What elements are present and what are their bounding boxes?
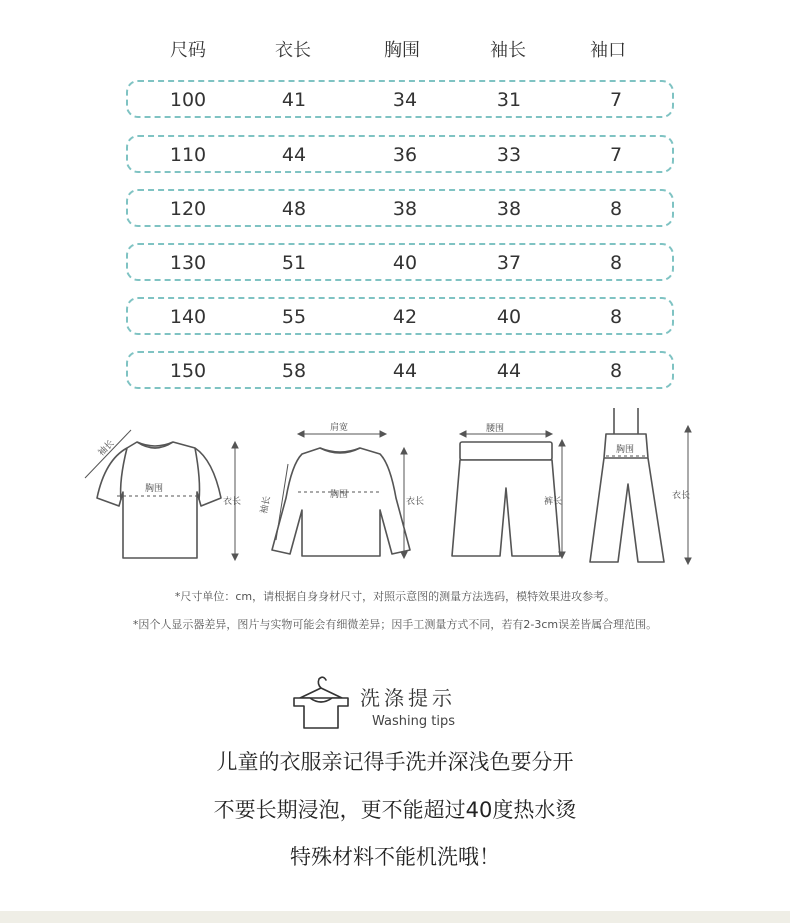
hanger-shirt-icon: [290, 672, 352, 736]
cell-cuff: 8: [609, 198, 623, 220]
cell-size: 100: [169, 89, 207, 111]
cell-sleeve: 37: [496, 252, 522, 274]
cell-sleeve: 31: [496, 89, 522, 111]
overalls-chest-label: 胸围: [616, 445, 635, 455]
sweater-sleeve-label: 袖长: [259, 495, 273, 515]
header-sleeve-length: 袖长: [490, 40, 526, 61]
cell-length: 48: [281, 198, 307, 220]
table-row: [126, 135, 674, 173]
sweater-shoulder-label: 肩宽: [330, 423, 349, 433]
size-table-header: [0, 36, 790, 66]
table-row: [126, 189, 674, 227]
washing-tip: 儿童的衣服亲记得手洗并深浅色要分开: [216, 750, 574, 774]
table-row: [126, 80, 674, 118]
sweater-length-label: 衣长: [406, 497, 425, 507]
tshirt-diagram: [75, 420, 250, 570]
cell-sleeve: 40: [496, 306, 522, 328]
cell-size: 140: [169, 306, 207, 328]
cell-length: 55: [281, 306, 307, 328]
cell-cuff: 7: [609, 144, 623, 166]
tshirt-sleeve-label: 袖长: [96, 438, 117, 459]
tshirt-chest-label: 胸围: [145, 484, 164, 494]
header-chest: 胸围: [384, 40, 420, 61]
shorts-waist-label: 腰围: [486, 424, 505, 434]
measurement-note: *尺寸单位：cm，请根据自身身材尺寸，对照示意图的测量方法选码，模特效果进攻参考。: [174, 590, 616, 603]
table-row: [126, 243, 674, 281]
footer-band: [0, 911, 790, 923]
cell-chest: 34: [392, 89, 418, 111]
cell-size: 150: [169, 360, 207, 382]
shorts-length-label: 裤长: [544, 497, 563, 507]
cell-cuff: 8: [609, 252, 623, 274]
cell-cuff: 8: [609, 360, 623, 382]
cell-size: 110: [169, 144, 207, 166]
cell-length: 44: [281, 144, 307, 166]
cell-chest: 40: [392, 252, 418, 274]
sweater-chest-label: 胸围: [330, 490, 349, 500]
tshirt-length-label: 衣长: [223, 497, 242, 507]
cell-cuff: 7: [609, 89, 623, 111]
overalls-diagram: [584, 404, 704, 566]
cell-length: 58: [281, 360, 307, 382]
washing-subtitle: Washing tips: [372, 714, 455, 729]
cell-chest: 42: [392, 306, 418, 328]
cell-sleeve: 33: [496, 144, 522, 166]
cell-size: 120: [169, 198, 207, 220]
cell-chest: 44: [392, 360, 418, 382]
cell-length: 41: [281, 89, 307, 111]
header-length: 衣长: [275, 40, 311, 61]
cell-size: 130: [169, 252, 207, 274]
header-size: 尺码: [170, 40, 206, 61]
cell-cuff: 8: [609, 306, 623, 328]
sweater-diagram: [258, 418, 428, 568]
cell-chest: 36: [392, 144, 418, 166]
cell-sleeve: 44: [496, 360, 522, 382]
table-row: [126, 297, 674, 335]
cell-length: 51: [281, 252, 307, 274]
display-note: *因个人显示器差异，图片与实物可能会有细微差异；因手工测量方式不同，若有2-3cm误差皆属合理范围。: [132, 618, 658, 631]
overalls-length-label: 衣长: [672, 491, 691, 501]
header-cuff: 袖口: [590, 40, 626, 61]
table-row: [126, 351, 674, 389]
cell-sleeve: 38: [496, 198, 522, 220]
shorts-diagram: [450, 418, 580, 563]
washing-title: 洗涤提示: [360, 686, 456, 710]
washing-tip: 特殊材料不能机洗哦！: [290, 845, 500, 869]
cell-chest: 38: [392, 198, 418, 220]
washing-tip: 不要长期浸泡，更不能超过40度热水烫: [213, 798, 577, 822]
